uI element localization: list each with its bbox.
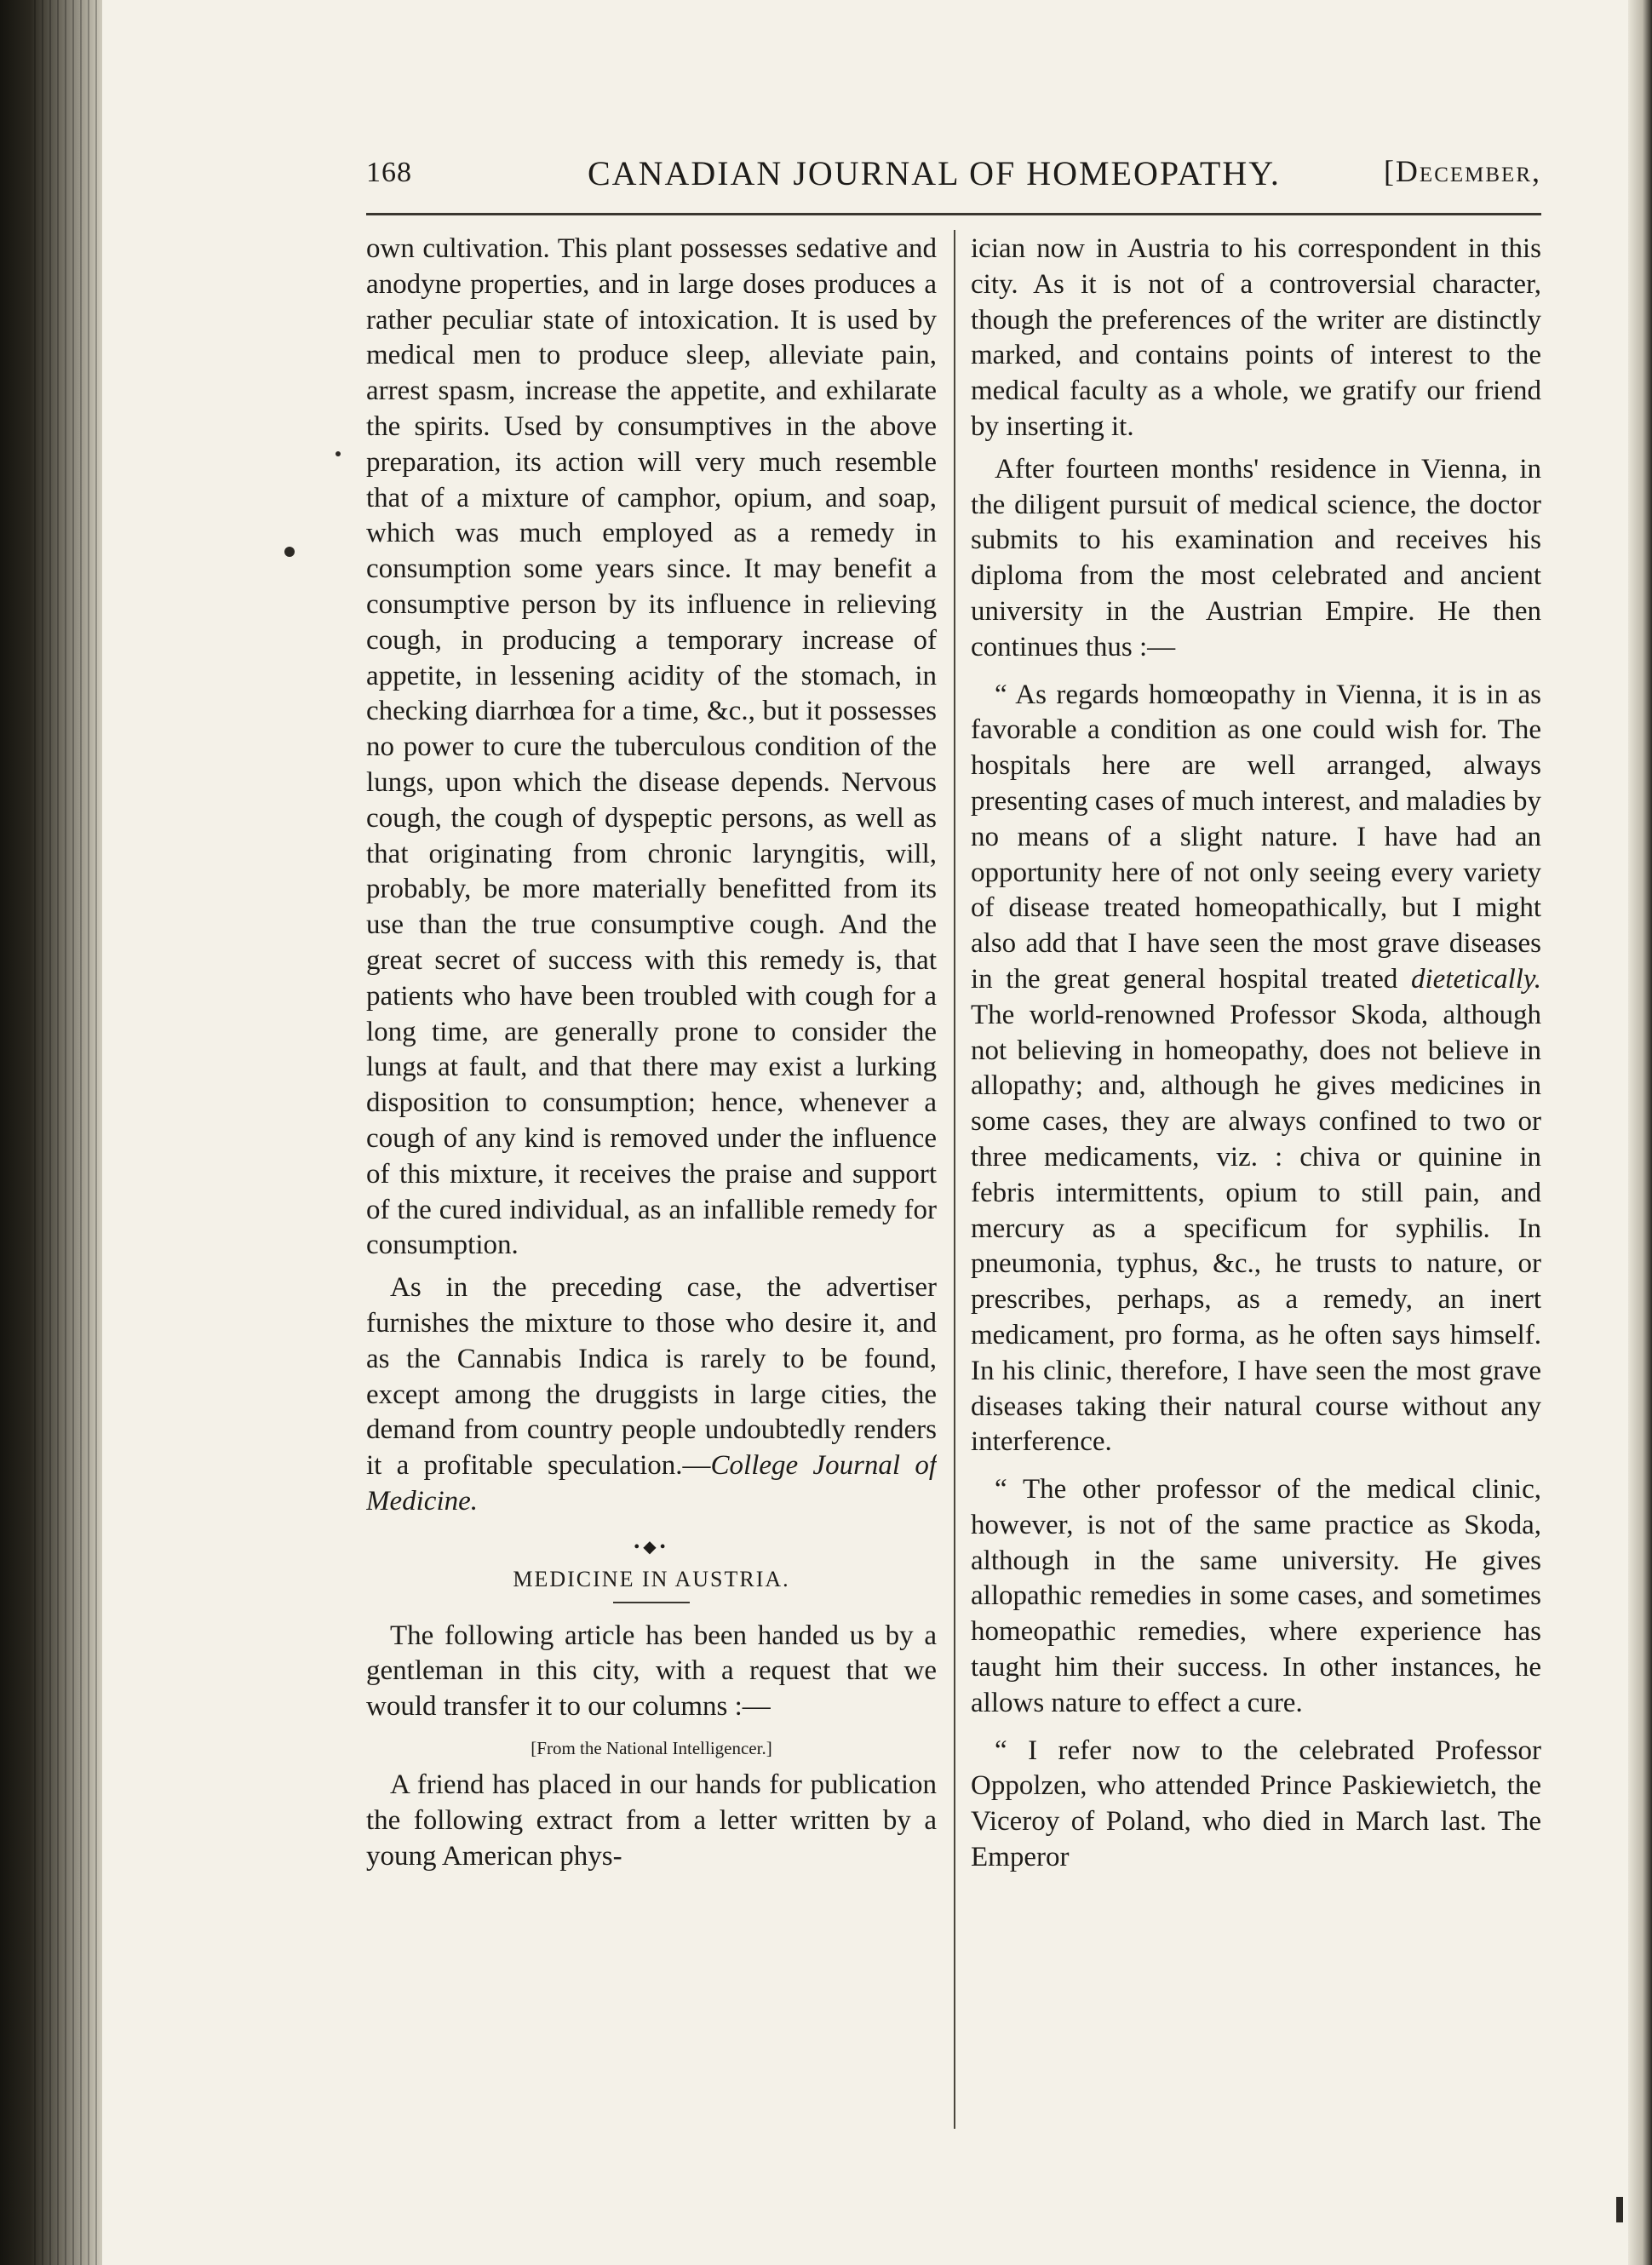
- page-stack-edges: [34, 0, 102, 2265]
- right-paragraph-3-italic: dietetically.: [1410, 963, 1541, 995]
- left-column: [366, 232, 937, 2130]
- source-line: [From the National Intelligencer.]: [531, 1738, 772, 1759]
- left-paragraph-3: The following article has been handed us by a gentleman in this city, with a request that we would transfer it to our columns :—: [366, 1620, 937, 1723]
- edge-mark: [1616, 2197, 1623, 2222]
- right-paragraph-3-b: The world-renowned Professor Skoda, although not believing in homeopathy, does not believe in allopathy; and, although he gives medicines in some cases, they are always confined to two or three medicaments, viz. : chiva or quinine in febris intermittents, opium to still pain, and mercury as a specificum for syphilis. In pneumonia, typhus, &c., he trusts to nature, or prescribes, perhaps, as a remedy, an inert medicament, pro forma, as he often says himself. In his clinic, therefore, I have seen the most grave diseases taking their natural course without any interference.: [971, 999, 1541, 1458]
- right-paragraph-3-a: “ As regards homœopathy in Vienna, it is in as favorable a condition as one could wish for. The hospitals here are well arranged, always presenting cases of much interest, and maladies by no means of a slight nature. I have had an opportunity here of not only seeing every variety of disease treated homeopathically, but I might also add that I have seen the most grave diseases in the great general hospital treated: [971, 679, 1541, 995]
- margin-speck: [336, 451, 341, 456]
- left-paragraph-1: own cultivation. This plant possesses sedative and anodyne properties, and in large doses produces a rather peculiar state of intoxication. It is used by medical men to produce sleep, alleviate pain, arrest spasm, increase the appetite, and exhilarate the spirits. Used by consumptives in the above preparation, its action will very much resemble that of a mixture of camphor, opium, and soap, which was much employed as a remedy in consumption some years since. It may benefit a consumptive person by its influence in relieving cough, in producing a temporary increase of appetite, in lessening acidity of the stomach, in checking diarrhœa for a time, &c., but it possesses no power to cure the tuberculous condition of the lungs, upon which the disease depends. Nervous cough, the cough of dyspeptic persons, as well as that originating from chronic laryngitis, will, probably, be more materially benefitted from its use than the true consumptive cough. And the great secret of success with this remedy is, that patients who have been troubled with cough for a long time, are generally prone to consider the lungs at fault, and that there may exist a lurking disposition to consumption; hence, whenever a cough of any kind is removed under the influence of this mixture, it receives the praise and support of the cured individual, as an infallible remedy for consumption.: [366, 233, 937, 1261]
- section-ornament: •◆•: [634, 1537, 669, 1557]
- journal-title: CANADIAN JOURNAL OF HOMEOPATHY.: [588, 154, 1281, 192]
- header-rule: [366, 213, 1541, 215]
- section-rule: [613, 1602, 690, 1603]
- right-column: [971, 232, 1541, 2130]
- right-page-edge: [1628, 0, 1652, 2265]
- citation-college-journal: College Journal of Medicine.: [366, 1450, 937, 1517]
- left-paragraph-4: A friend has placed in our hands for publication the following extract from a letter written by a young American phys-: [366, 1769, 937, 1872]
- running-header: [366, 145, 1541, 204]
- left-paragraph-2: [366, 1270, 937, 1520]
- right-paragraph-3: [971, 678, 1541, 1461]
- right-paragraph-4: “ The other professor of the medical clinic, however, is not of the same practice as Skoda, although in the same university. He gives allopathic remedies in some cases, and sometimes homeopathic remedies, where experience has taught him their success. In other instances, he allows nature to effect a cure.: [971, 1474, 1541, 1718]
- right-paragraph-2: After fourteen months' residence in Vienna, in the diligent pursuit of medical science, the doctor submits to his examination and receives his diploma from the most celebrated and ancient university in the Austrian Empire. He then continues thus :—: [971, 453, 1541, 662]
- section-heading: MEDICINE IN AUSTRIA.: [513, 1566, 790, 1591]
- left-paragraph-2-text: As in the preceding case, the advertiser furnishes the mixture to those who desire it, and as the Cannabis Indica is rarely to be found, except among the druggists in large cities, the demand from country people undoubtedly renders it a profitable speculation.—: [366, 1272, 937, 1482]
- column-divider: [954, 230, 955, 2129]
- right-paragraph-5: “ I refer now to the celebrated Professor Oppolzen, who attended Prince Paskiewietch, the Viceroy of Poland, who died in March last. The Emperor: [971, 1735, 1541, 1873]
- right-paragraph-1: ician now in Austria to his correspondent in this city. As it is not of a controversial character, though the preferences of the writer are distinctly marked, and contains points of interest to the medical faculty as a whole, we gratify our friend by inserting it.: [971, 233, 1541, 442]
- journal-page: [366, 136, 1541, 2137]
- page-number: 168: [366, 157, 412, 188]
- margin-speck: [284, 547, 295, 557]
- header-month: [December,: [1383, 154, 1541, 188]
